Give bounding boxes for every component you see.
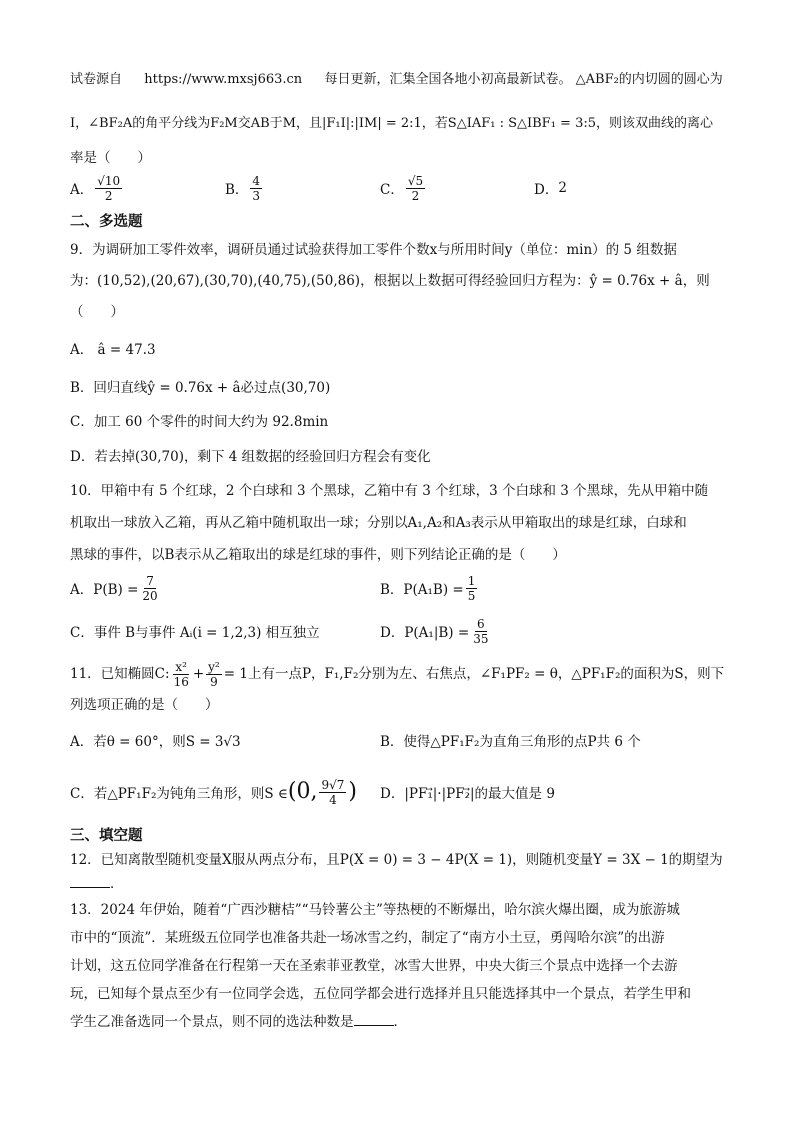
q11-option-b[interactable]: B．使得△PF₁F₂为直角三角形的点P共 6 个 (380, 734, 641, 750)
q11-line-2: 列选项正确的是（ ） (70, 697, 219, 713)
q10-option-c[interactable]: C．事件 B与事件 Aᵢ(i = 1,2,3) 相互独立 (70, 625, 320, 641)
q10-line-1: 10．甲箱中有 5 个红球，2 个白球和 3 个黑球，乙箱中有 3 个红球，3 个白球和 3 个黑球，先从甲箱中随 (70, 483, 709, 499)
q11-option-c[interactable]: C．若△PF₁F₂为钝角三角形，则S ∈ (0, $\frac{9√7}{4}$ ) (70, 777, 357, 807)
q9-option-a[interactable]: A． â = 47.3 (70, 342, 156, 358)
q9-line-1: 9．为调研加工零件效率，调研员通过试验获得加工零件个数x与所用时间y（单位：min）的 5 组数据 (70, 242, 677, 258)
q11-options-row-2 (70, 772, 730, 812)
q11-options-row-1 (70, 722, 730, 758)
q10-line-3: 黑球的事件，以B表示从乙箱取出的球是红球的事件，则下列结论正确的是（ ） (70, 547, 566, 563)
q9-option-b[interactable]: B．回归直线ŷ = 0.76x + â必过点(30,70) (70, 380, 331, 396)
q13-line-3: 计划，这五位同学准备在行程第一天在圣索菲亚教堂，冰雪大世界，中央大街三个景点中选择一个去游 (70, 958, 678, 974)
q9-option-c[interactable]: C．加工 60 个零件的时间大约为 92.8min (70, 414, 329, 430)
fraction: $\frac{1}{5}$ (467, 573, 476, 603)
fraction: $\frac{√5}{2}$ (407, 173, 424, 203)
header-line (70, 70, 723, 90)
section-title-multiple-choice: 二、多选题 (70, 214, 143, 230)
q12-line-1: 12．已知离散型随机变量X服从两点分布，且P(X = 0) = 3 − 4P(X = 1)，则随机变量Y = 3X − 1的期望为 (70, 852, 723, 868)
fraction: $\frac{4}{3}$ (252, 173, 261, 203)
q10-option-d[interactable]: D．P(A₁|B) = $\frac{6}{35}$ (380, 616, 489, 646)
q8-option-c[interactable]: C． $\frac{√5}{2}$ (380, 173, 424, 203)
q10-line-2: 机取出一球放入乙箱，再从乙箱中随机取出一球；分别以A₁,A₂和A₃表示从甲箱取出的球是红球，白球和 (70, 515, 687, 531)
q13-line-5: 学生乙准备选同一个景点，则不同的选法种数是 ． (70, 1014, 407, 1030)
q9-line-2: 为：(10,52),(20,67),(30,70),(40,75),(50,86)，根据以上数据可得经验回归方程为：ŷ = 0.76x + â，则 (70, 273, 710, 289)
q8-line-3: 率是（ ） (70, 150, 151, 166)
fraction: $\frac{\text{x²}}{16}$ (173, 659, 189, 689)
q8-option-a[interactable]: A． $\frac{√10}{2}$ (70, 173, 121, 203)
q8-option-b[interactable]: B． $\frac{4}{3}$ (225, 173, 261, 203)
q10-option-a[interactable]: A．P(B) = $\frac{7}{20}$ (70, 573, 158, 603)
q10-options-row-2 (70, 613, 730, 649)
header-slogan: 每日更新，汇集全国各地小初高最新试卷。 (324, 72, 572, 87)
section-title-fill-in: 三、填空题 (70, 828, 143, 844)
fraction: $\frac{7}{20}$ (142, 573, 158, 603)
answer-blank[interactable] (70, 875, 110, 888)
q13-line-4: 玩，已知每个景点至少有一位同学会选，五位同学都会进行选择并且只能选择其中一个景点，若学生甲和 (70, 986, 691, 1002)
q8-line-2: I，∠BF₂A的角平分线为F₂M交AB于M，且|F₁I|:|IM| = 2:1，若S△IAF₁ : S△IBF₁ = 3:5，则该双曲线的离心 (70, 116, 713, 131)
fraction: $\frac{6}{35}$ (473, 616, 489, 646)
q10-options-row-1 (70, 570, 730, 606)
q8-continuation: △ABF₂的内切圆的圆心为 (575, 72, 723, 87)
q8-options (70, 170, 730, 206)
header-source: 试卷源自 (70, 72, 123, 87)
q13-line-2: 市中的“顶流”．某班级五位同学也准备共赴一场冰雪之约，制定了“南方小土豆，勇闯哈尔滨”的出游 (70, 930, 665, 946)
q12-line-2: ． (70, 874, 124, 894)
q9-option-d[interactable]: D．若去掉(30,70)，剩下 4 组数据的经验回归方程会有变化 (70, 449, 431, 465)
fraction: $\frac{\text{y²}}{9}$ (208, 659, 220, 689)
q13-line-1: 13．2024 年伊始，随着“广西沙糖桔”“马铃薯公主”等热梗的不断爆出，哈尔滨火爆出圈，成为旅游城 (70, 902, 680, 918)
q8-option-d[interactable]: D． 2 (534, 180, 567, 198)
q11-option-a[interactable]: A．若θ = 60°，则S = 3√3 (70, 734, 241, 750)
q9-line-3: （ ） (70, 304, 124, 320)
q10-option-b[interactable]: B．P(A₁B) = $\frac{1}{5}$ (380, 573, 476, 603)
q11-line-1: 11．已知椭圆C: $\frac{\text{x²}}{16}$ + $\frac{\text{y²}}{9}$ = 1上有一点P，F₁,F₂分别为左、右焦点，∠F₁PF₂ = θ，△PF₁F₂的面积为S，则下 (70, 659, 725, 689)
fraction: $\frac{9√7}{4}$ (321, 777, 345, 807)
q11-option-d[interactable]: D．|PF₁⃗|·|PF₂⃗|的最大值是 9 (380, 786, 555, 802)
fraction: $\frac{√10}{2}$ (97, 173, 121, 203)
header-url[interactable]: https://www.mxsj663.cn (144, 72, 303, 87)
answer-blank[interactable] (354, 1013, 394, 1026)
